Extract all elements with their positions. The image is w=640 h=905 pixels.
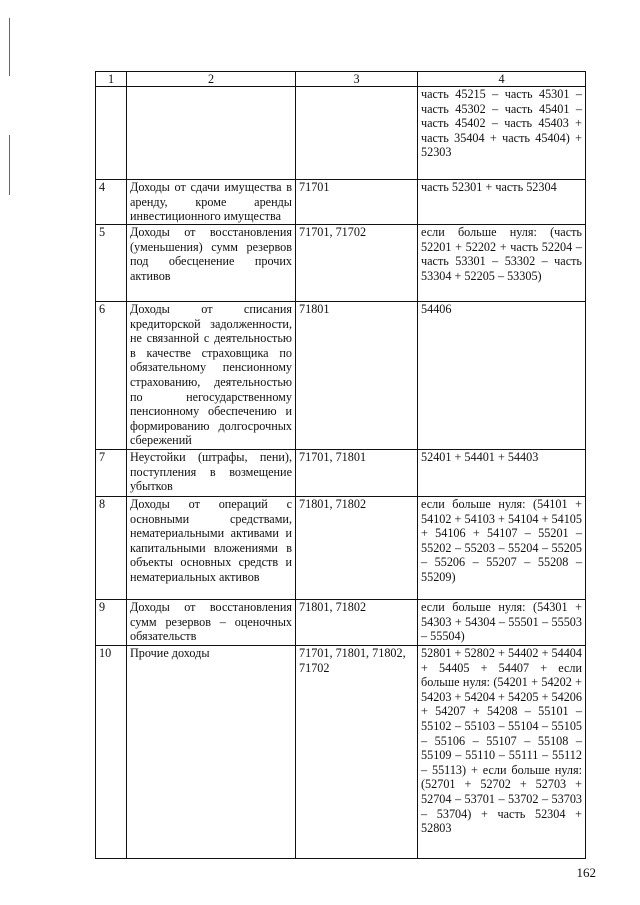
row-number (96, 87, 127, 180)
row-number: 8 (96, 497, 127, 600)
table-row (96, 600, 586, 646)
row-number: 4 (96, 180, 127, 225)
row-formula: если больше нуля: (54101 + 54102 + 54103 + 54104 + 54105 + 54106 + 54107 – 55201 – 55202 – 55203 – 55204 – 55205 – 55206 – 55207 – 55208 – 55209) (418, 497, 586, 600)
table-row (96, 497, 586, 600)
row-symbols: 71701, 71702 (296, 225, 418, 302)
header-col-4: 4 (418, 72, 586, 87)
row-symbols: 71701 (296, 180, 418, 225)
table-row (96, 225, 586, 302)
table-header-row (96, 72, 586, 87)
row-formula: часть 45215 – часть 45301 – часть 45302 – часть 45401 – часть 45402 – часть 45403 + часть 35404 + часть 45404) + 52303 (418, 87, 586, 180)
row-symbols: 71701, 71801, 71802, 71702 (296, 646, 418, 859)
margin-mark-middle (9, 135, 10, 195)
row-number: 10 (96, 646, 127, 859)
row-name: Неустойки (штрафы, пени), поступления в возмещение убытков (127, 450, 296, 497)
row-name: Доходы от сдачи имущества в аренду, кроме аренды инвестиционного имущества (127, 180, 296, 225)
row-name: Доходы от восстановления (уменьшения) сумм резервов под обесценение прочих активов (127, 225, 296, 302)
row-name: Прочие доходы (127, 646, 296, 859)
row-formula: 54406 (418, 302, 586, 450)
row-formula: если больше нуля: (часть 52201 + 52202 + часть 52204 – часть 53301 – 53302 – часть 53304 + 52205 – 53305) (418, 225, 586, 302)
margin-mark-top (9, 18, 10, 76)
row-number: 6 (96, 302, 127, 450)
header-col-1: 1 (96, 72, 127, 87)
table-row (96, 302, 586, 450)
table-row (96, 450, 586, 497)
header-col-3: 3 (296, 72, 418, 87)
table-row (96, 646, 586, 859)
table-row (96, 87, 586, 180)
row-formula: 52801 + 52802 + 54402 + 54404 + 54405 + 54407 + если больше нуля: (54201 + 54202 + 54203 + 54204 + 54205 + 54206 + 54207 + 54208 – 55101 – 55102 – 55103 – 55104 – 55105 – 55106 – 55107 – 55108 – 55109 – 55110 – 55111 – 55112 – 55113) + если больше нуля: (52701 + 52702 + 52703 + 52704 – 53701 – 53702 – 53703 – 53704) + часть 52304 + 52803 (418, 646, 586, 859)
row-name: Доходы от восстановления сумм резервов – оценочных обязательств (127, 600, 296, 646)
row-name: Доходы от списания кредиторской задолженности, не связанной с деятельностью в качестве страховщика по обязательному пенсионному страхованию, деятельностью по негосударственному пенсионному обеспечению и формированию долгосрочных сбережений (127, 302, 296, 450)
row-formula: если больше нуля: (54301 + 54303 + 54304 – 55501 – 55503 – 55504) (418, 600, 586, 646)
row-symbols (296, 87, 418, 180)
row-formula: 52401 + 54401 + 54403 (418, 450, 586, 497)
row-name: Доходы от операций с основными средствами, нематериальными активами и капитальными вложениями в объекты основных средств и нематериальных активов (127, 497, 296, 600)
row-symbols: 71801, 71802 (296, 497, 418, 600)
row-symbols: 71801 (296, 302, 418, 450)
row-formula: часть 52301 + часть 52304 (418, 180, 586, 225)
row-name (127, 87, 296, 180)
row-number: 5 (96, 225, 127, 302)
header-col-2: 2 (127, 72, 296, 87)
row-number: 9 (96, 600, 127, 646)
page-number: 162 (576, 865, 596, 880)
row-symbols: 71701, 71801 (296, 450, 418, 497)
row-symbols: 71801, 71802 (296, 600, 418, 646)
row-number: 7 (96, 450, 127, 497)
table-row (96, 180, 586, 225)
accounts-table (95, 71, 586, 859)
